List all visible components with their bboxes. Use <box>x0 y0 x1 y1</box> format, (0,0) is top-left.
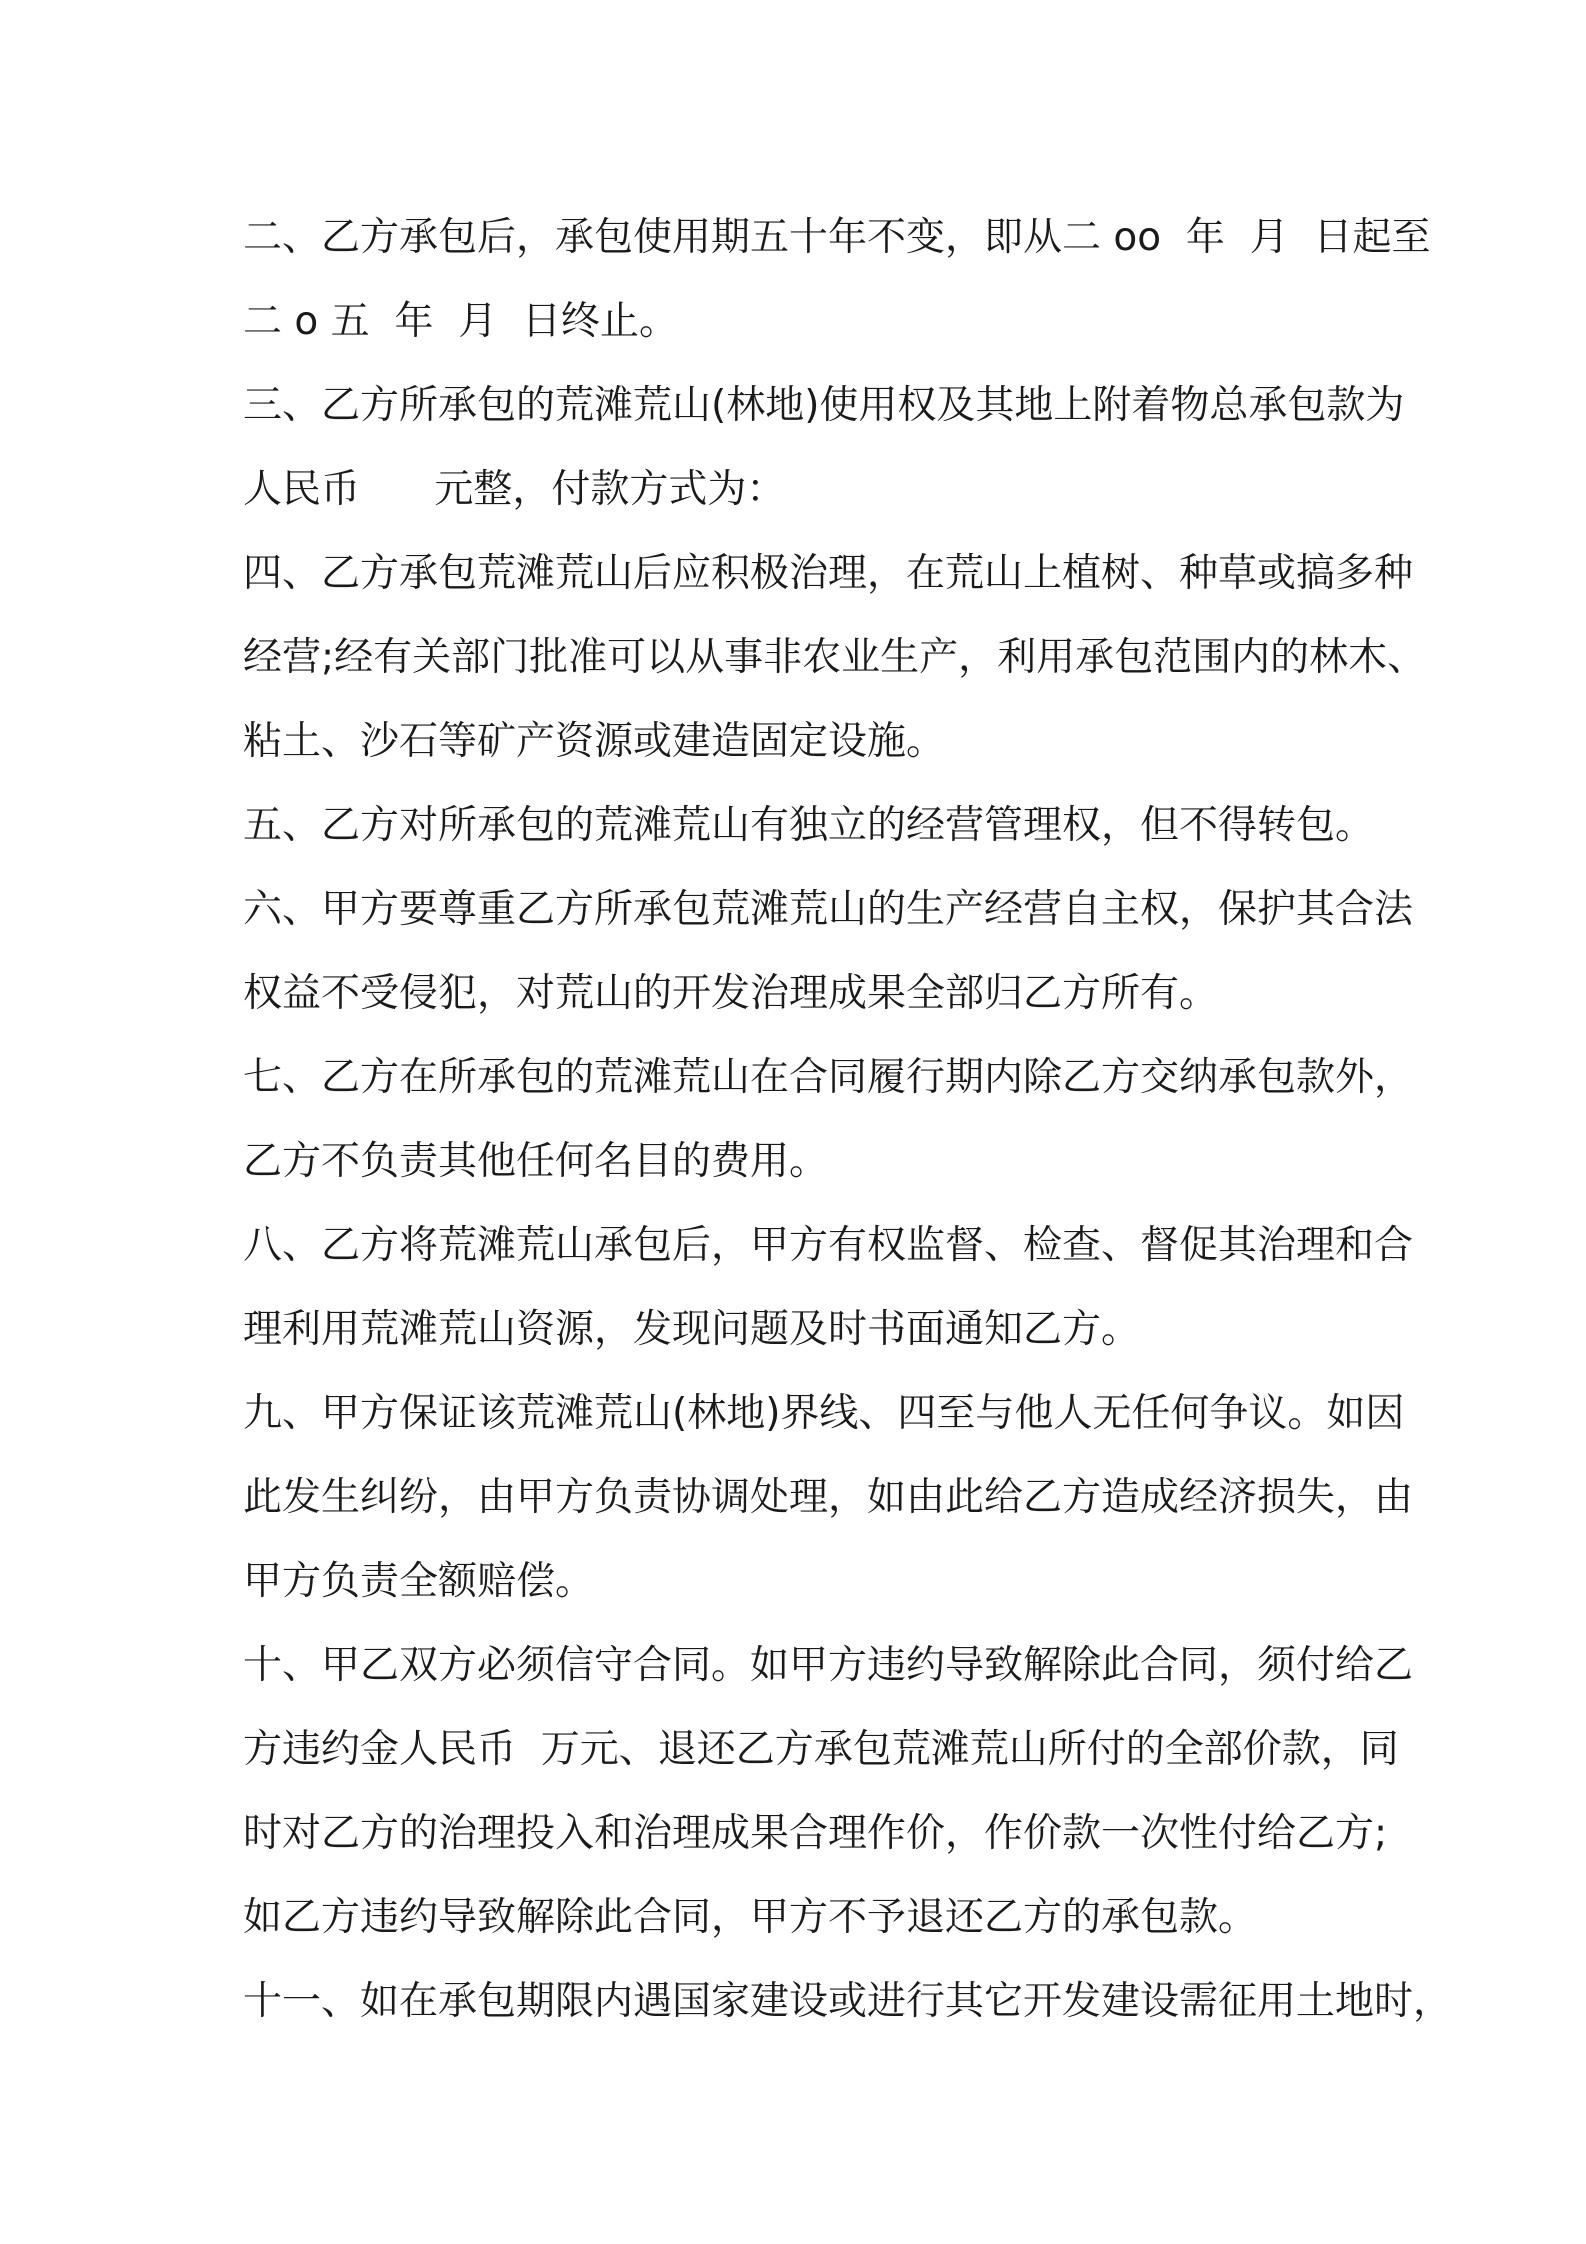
text-line: 此发生纠纷，由甲方负责协调处理，如由此给乙方造成经济损失，由 <box>243 1475 1414 1520</box>
contract-body <box>243 196 1453 2044</box>
text-line: 乙方不负责其他任何名目的费用。 <box>243 1139 829 1184</box>
text-line: 五、乙方对所承包的荒滩荒山有独立的经营管理权，但不得转包。 <box>243 803 1375 848</box>
text-line: 四、乙方承包荒滩荒山后应积极治理，在荒山上植树、种草或搞多种 <box>243 551 1414 596</box>
text-line: 粘土、沙石等矿产资源或建造固定设施。 <box>243 719 946 764</box>
text-line: 经营;经有关部门批准可以从事非农业生产，利用承包范围内的林木、 <box>243 635 1427 680</box>
text-line: 人民币 元整，付款方式为： <box>243 467 786 512</box>
text-line: 权益不受侵犯，对荒山的开发治理成果全部归乙方所有。 <box>243 971 1219 1016</box>
text-line: 理利用荒滩荒山资源，发现问题及时书面通知乙方。 <box>243 1307 1141 1352</box>
text-line: 二、乙方承包后，承包使用期五十年不变，即从二 oo 年 月 日起至 <box>243 215 1431 260</box>
text-line: 如乙方违约导致解除此合同，甲方不予退还乙方的承包款。 <box>243 1895 1258 1940</box>
text-line: 方违约金人民币 万元、退还乙方承包荒滩荒山所付的全部价款，同 <box>243 1727 1399 1772</box>
text-line: 时对乙方的治理投入和治理成果合理作价，作价款一次性付给乙方; <box>243 1811 1388 1856</box>
text-line: 六、甲方要尊重乙方所承包荒滩荒山的生产经营自主权，保护其合法 <box>243 887 1414 932</box>
text-line: 二 o 五 年 月 日终止。 <box>243 299 679 344</box>
text-line: 三、乙方所承包的荒滩荒山(林地)使用权及其地上附着物总承包款为 <box>243 383 1405 428</box>
text-line: 甲方负责全额赔偿。 <box>243 1559 595 1604</box>
text-line: 九、甲方保证该荒滩荒山(林地)界线、四至与他人无任何争议。如因 <box>243 1391 1405 1436</box>
text-line: 十、甲乙双方必须信守合同。如甲方违约导致解除此合同，须付给乙 <box>243 1643 1414 1688</box>
text-line: 七、乙方在所承包的荒滩荒山在合同履行期内除乙方交纳承包款外， <box>243 1055 1414 1100</box>
text-line: 十一、如在承包期限内遇国家建设或进行其它开发建设需征用土地时， <box>243 1979 1453 2024</box>
text-line: 八、乙方将荒滩荒山承包后，甲方有权监督、检查、督促其治理和合 <box>243 1223 1414 1268</box>
